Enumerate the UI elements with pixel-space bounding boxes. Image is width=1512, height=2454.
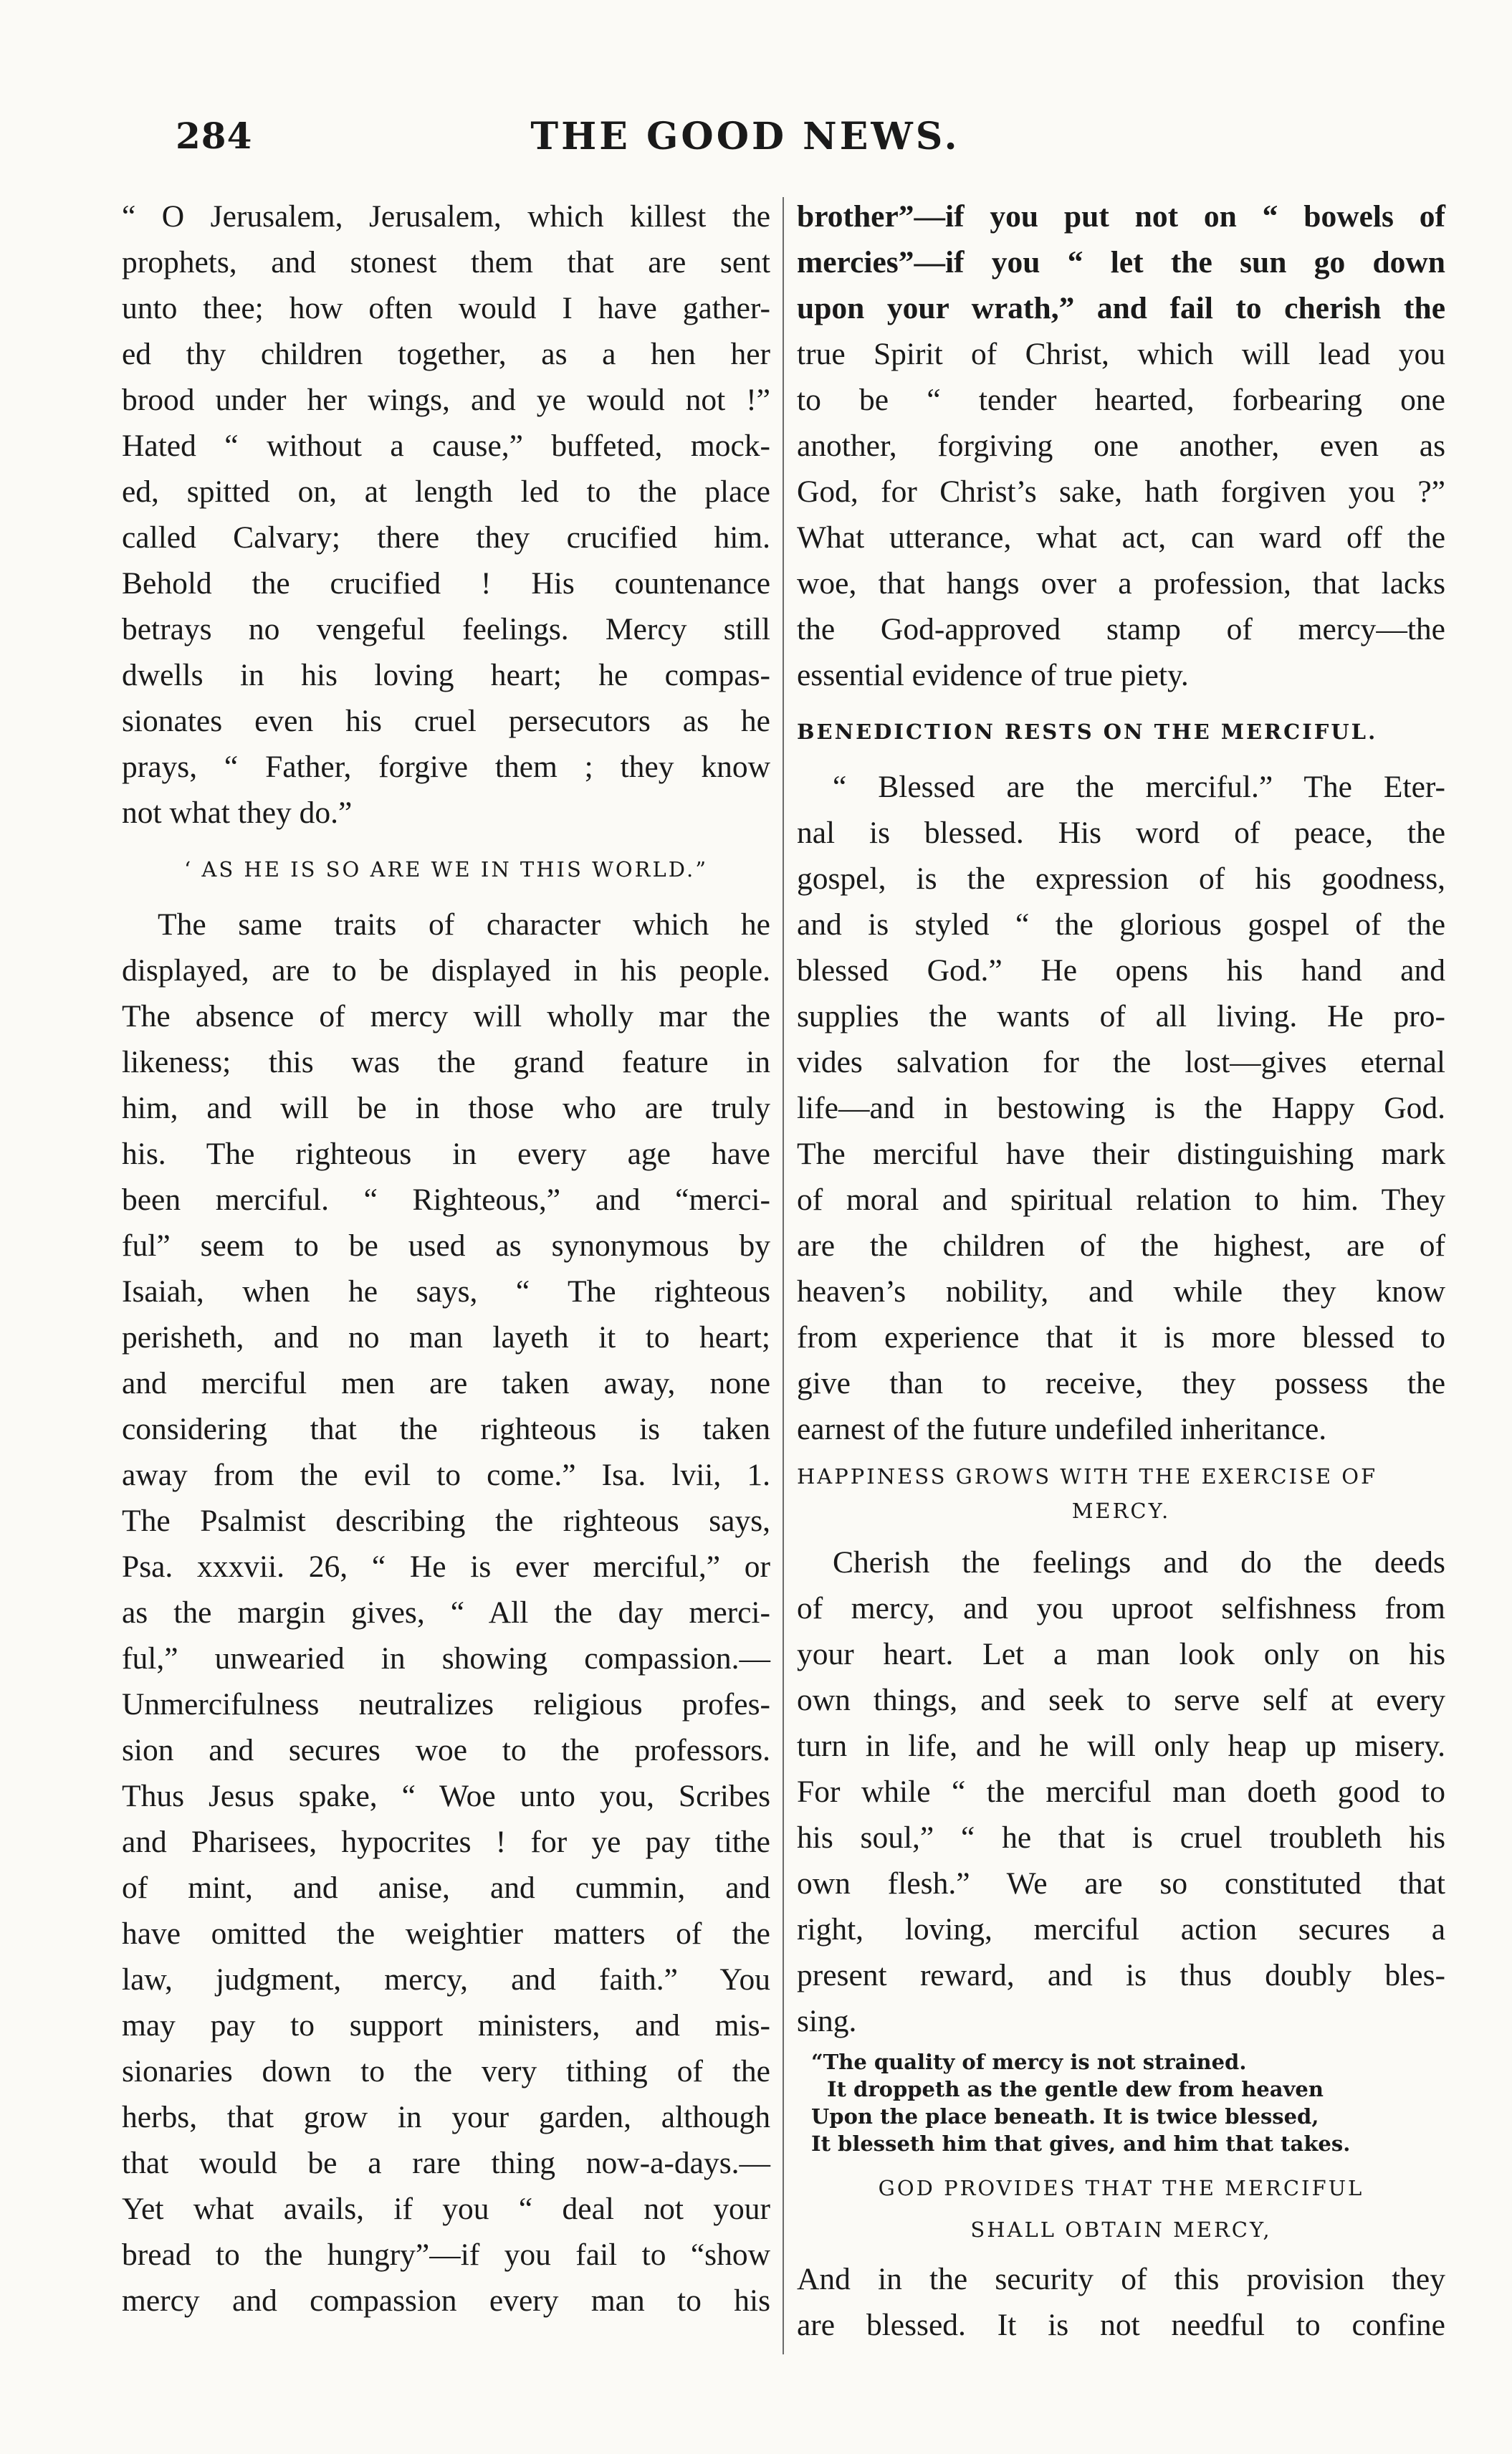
text-line: are blessed. It is not needful to confine [797, 2308, 1445, 2342]
text-line: dwells in his loving heart; he compas- [122, 658, 770, 692]
text-line: “ Blessed are the merciful.” The Eter- [833, 770, 1445, 804]
text-line: ful,” unwearied in showing compassion.— [122, 1641, 770, 1676]
left-paragraph-1 [122, 194, 770, 836]
section-heading-line: MERCY. [1071, 1499, 1171, 1523]
poem-line: It blesseth him that gives, and him that takes. [811, 2131, 1351, 2156]
text-line: God, for Christ’s sake, hath forgiven you ?” [797, 474, 1445, 509]
text-line: gospel, is the expression of his goodness, [797, 861, 1445, 896]
right-paragraph-4 [797, 2256, 1445, 2348]
text-line: sing. [797, 2004, 857, 2038]
poem-quotation [811, 2048, 1445, 2157]
text-line: to be “ tender hearted, forbearing one [797, 383, 1445, 417]
right-paragraph-3 [797, 1539, 1445, 2044]
text-line: And in the security of this provision they [797, 2262, 1445, 2296]
text-line: likeness; this was the grand feature in [122, 1045, 770, 1079]
text-line: and merciful men are taken away, none [122, 1366, 770, 1400]
text-line: and is styled “ the glorious gospel of the [797, 907, 1445, 942]
text-line: “ O Jerusalem, Jerusalem, which killest the [122, 199, 770, 234]
text-line: right, loving, merciful action secures a [797, 1912, 1445, 1947]
text-line: ed thy children together, as a hen her [122, 337, 770, 371]
text-line: sion and secures woe to the professors. [122, 1733, 770, 1767]
text-line: own flesh.” We are so constituted that [797, 1866, 1445, 1901]
text-line: another, forgiving one another, even as [797, 429, 1445, 463]
text-line: mercies”—if you “ let the sun go down [797, 245, 1445, 280]
right-paragraph-1 [797, 194, 1445, 698]
poem-line: Upon the place beneath. It is twice blessed, [811, 2104, 1319, 2129]
text-line: sionaries down to the very tithing of the [122, 2054, 770, 2088]
text-line: woe, that hangs over a profession, that lacks [797, 566, 1445, 601]
section-heading: BENEDICTION RESTS ON THE MERCIFUL. [797, 720, 1378, 744]
text-line: Thus Jesus spake, “ Woe unto you, Scribes [122, 1779, 770, 1813]
text-line: Isaiah, when he says, “ The righteous [122, 1274, 770, 1309]
text-line: betrays no vengeful feelings. Mercy still [122, 612, 770, 646]
poem-line: “The quality of mercy is not strained. [811, 2050, 1247, 2074]
text-line: give than to receive, they possess the [797, 1366, 1445, 1400]
text-line: his. The righteous in every age have [122, 1137, 770, 1171]
text-line: unto thee; how often would I have gather- [122, 291, 770, 325]
text-line: that would be a rare thing now-a-days.— [122, 2146, 770, 2180]
section-heading: ‘ AS HE IS SO ARE WE IN THIS WORLD.” [183, 857, 709, 882]
text-line: life—and in bestowing is the Happy God. [797, 1091, 1445, 1125]
text-line: ed, spitted on, at length led to the place [122, 474, 770, 509]
text-line: sionates even his cruel persecutors as he [122, 704, 770, 738]
text-line: and Pharisees, hypocrites ! for ye pay tithe [122, 1825, 770, 1859]
text-line: heaven’s nobility, and while they know [797, 1274, 1445, 1309]
text-line: law, judgment, mercy, and faith.” You [122, 1962, 770, 1997]
page-header [176, 115, 1315, 172]
text-line: Behold the crucified ! His countenance [122, 566, 770, 601]
text-line: brood under her wings, and ye would not !” [122, 383, 770, 417]
text-line: true Spirit of Christ, which will lead you [797, 337, 1445, 371]
right-paragraph-2 [797, 764, 1445, 1452]
text-line: his soul,” “ he that is cruel troubleth his [797, 1820, 1445, 1855]
text-line: Cherish the feelings and do the deeds [833, 1545, 1445, 1580]
text-line: mercy and compassion every man to his [122, 2283, 770, 2318]
text-line: prophets, and stonest them that are sent [122, 245, 770, 280]
left-column [122, 194, 770, 2324]
text-line: The merciful have their distinguishing mark [797, 1137, 1445, 1171]
text-line: earnest of the future undefiled inheritance. [797, 1412, 1327, 1446]
text-line: of moral and spiritual relation to him. They [797, 1183, 1445, 1217]
section-heading-3 [797, 2167, 1445, 2250]
text-line: essential evidence of true piety. [797, 658, 1189, 692]
text-line: present reward, and is thus doubly bles- [797, 1958, 1445, 1992]
left-paragraph-2 [122, 902, 770, 2324]
text-line: own things, and seek to serve self at every [797, 1683, 1445, 1717]
text-line: upon your wrath,” and fail to cherish the [797, 291, 1445, 325]
text-line: vides salvation for the lost—gives eternal [797, 1045, 1445, 1079]
text-line: him, and will be in those who are truly [122, 1091, 770, 1125]
text-line: Yet what avails, if you “ deal not your [122, 2192, 770, 2226]
text-line: turn in life, and he will only heap up misery. [797, 1729, 1445, 1763]
text-line: Hated “ without a cause,” buffeted, mock- [122, 429, 770, 463]
column-divider [783, 197, 784, 2354]
text-line: The absence of mercy will wholly mar the [122, 999, 770, 1033]
text-line: For while “ the merciful man doeth good to [797, 1775, 1445, 1809]
text-line: have omitted the weightier matters of the [122, 1916, 770, 1951]
text-line: What utterance, what act, can ward off the [797, 520, 1445, 555]
text-line: bread to the hungry”—if you fail to “show [122, 2238, 770, 2272]
text-line: away from the evil to come.” Isa. lvii, 1. [122, 1458, 770, 1492]
text-line: nal is blessed. His word of peace, the [797, 816, 1445, 850]
text-line: may pay to support ministers, and mis- [122, 2008, 770, 2043]
right-column [797, 194, 1445, 2348]
running-title: THE GOOD NEWS. [530, 115, 960, 158]
section-heading-2 [797, 1459, 1445, 1528]
text-line: not what they do.” [122, 796, 353, 830]
section-heading-line: SHALL OBTAIN MERCY, [970, 2217, 1272, 2242]
text-line: been merciful. “ Righteous,” and “merci- [122, 1183, 770, 1217]
page-number: 284 [176, 115, 253, 157]
text-line: your heart. Let a man look only on his [797, 1637, 1445, 1671]
text-line: The Psalmist describing the righteous says, [122, 1504, 770, 1538]
text-line: herbs, that grow in your garden, although [122, 2100, 770, 2134]
text-line: as the margin gives, “ All the day merci- [122, 1595, 770, 1630]
text-line: displayed, are to be displayed in his people. [122, 953, 770, 988]
text-line: called Calvary; there they crucified him. [122, 520, 770, 555]
text-line: of mercy, and you uproot selfishness from [797, 1591, 1445, 1625]
poem-line: It droppeth as the gentle dew from heaven [827, 2077, 1324, 2101]
text-line: of mint, and anise, and cummin, and [122, 1871, 770, 1905]
section-heading-line: GOD PROVIDES THAT THE MERCIFUL [878, 2176, 1364, 2200]
text-line: considering that the righteous is taken [122, 1412, 770, 1446]
text-line: the God-approved stamp of mercy—the [797, 612, 1445, 646]
text-line: The same traits of character which he [158, 907, 770, 942]
text-line: brother”—if you put not on “ bowels of [797, 199, 1445, 234]
text-line: from experience that it is more blessed to [797, 1320, 1445, 1355]
text-line: perisheth, and no man layeth it to heart; [122, 1320, 770, 1355]
text-line: are the children of the highest, are of [797, 1228, 1445, 1263]
text-line: supplies the wants of all living. He pro- [797, 999, 1445, 1033]
text-line: Psa. xxxvii. 26, “ He is ever merciful,” or [122, 1550, 770, 1584]
text-line: ful” seem to be used as synonymous by [122, 1228, 770, 1263]
text-line: prays, “ Father, forgive them ; they know [122, 750, 770, 784]
text-line: Unmercifulness neutralizes religious profes- [122, 1687, 770, 1722]
text-line: blessed God.” He opens his hand and [797, 953, 1445, 988]
section-heading-line: HAPPINESS GROWS WITH THE EXERCISE OF [797, 1464, 1378, 1489]
